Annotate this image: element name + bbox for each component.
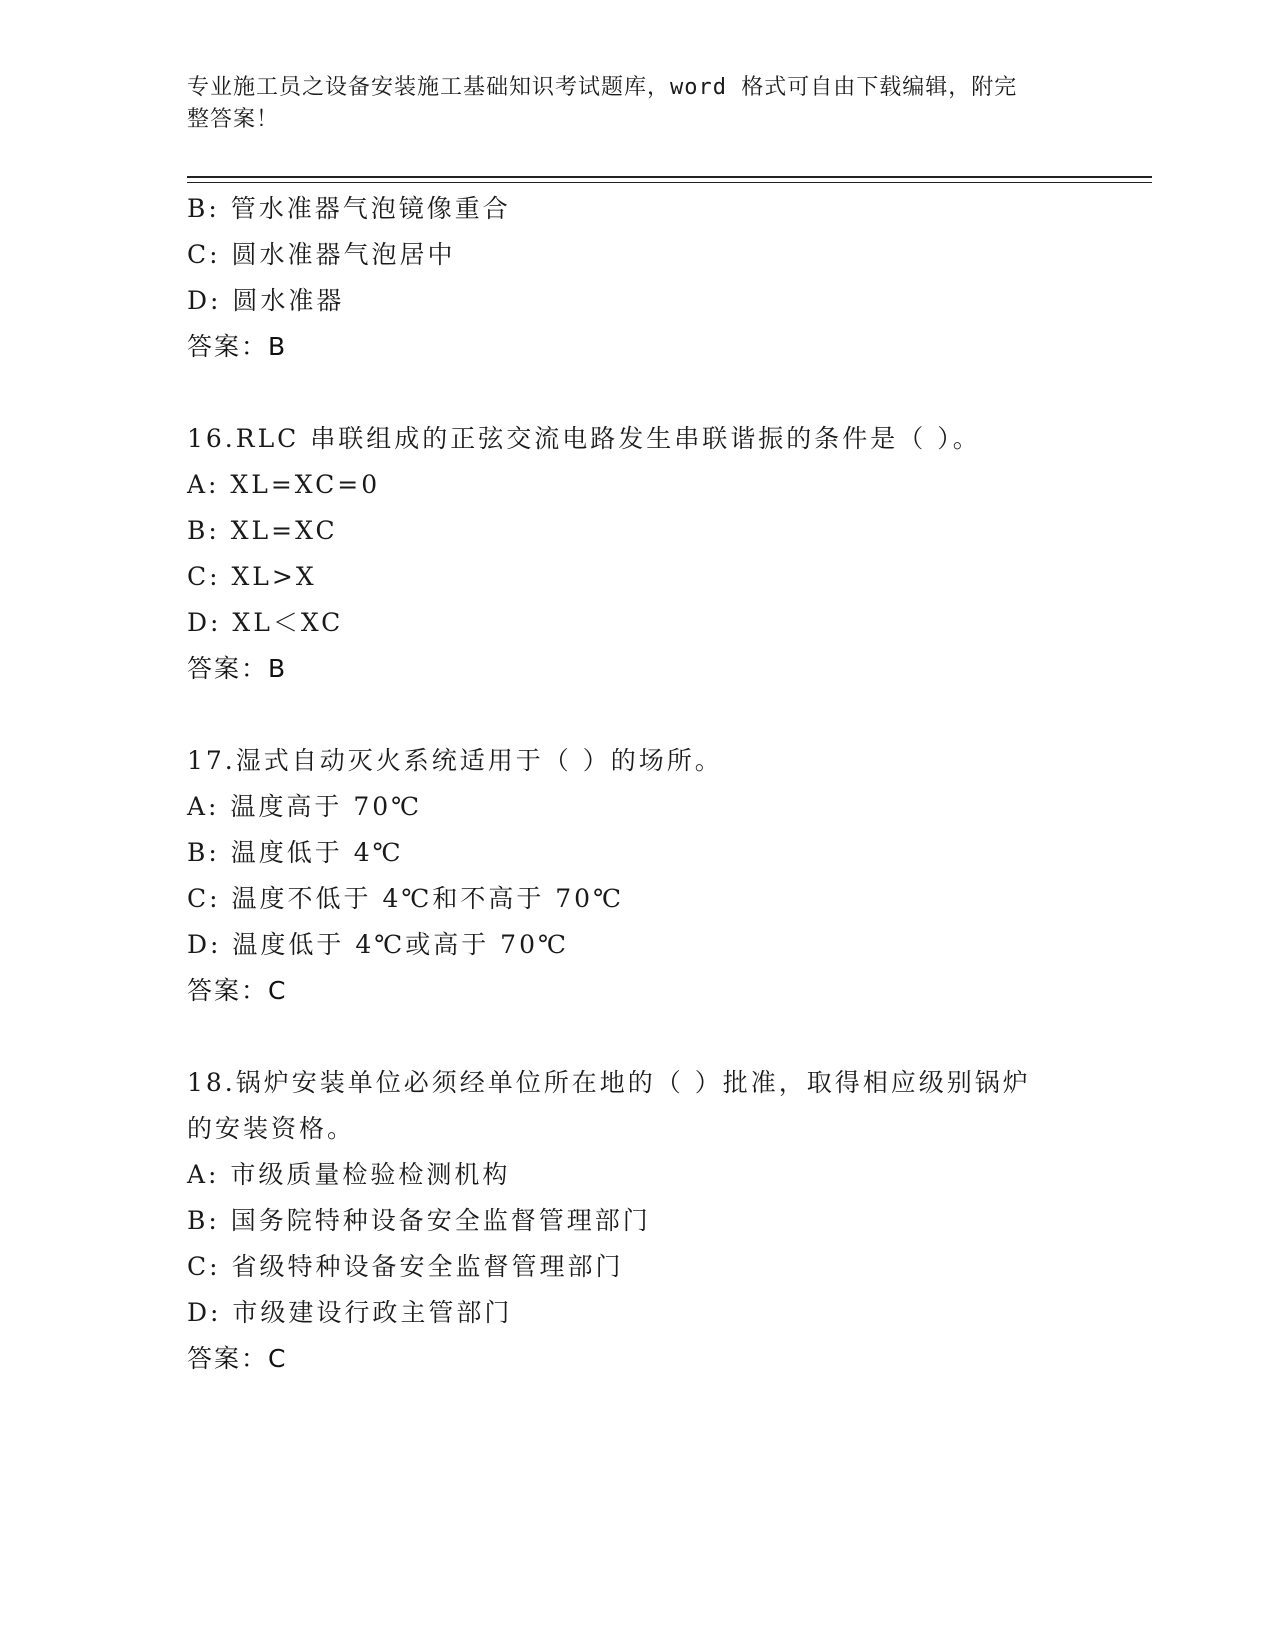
option-a: A: 市级质量检验检测机构	[187, 1160, 511, 1189]
header-line-1: 专业施工员之设备安装施工基础知识考试题库，word 格式可自由下载编辑，附完	[187, 75, 1018, 100]
option-b: B: 温度低于 4℃	[187, 838, 404, 867]
option-d: D: 市级建设行政主管部门	[187, 1298, 513, 1327]
answer-label: 答案：B	[187, 654, 288, 683]
option-d: D: XL＜XC	[187, 608, 344, 637]
question-18	[187, 1060, 1067, 1382]
page-header	[187, 72, 1067, 136]
question-17	[187, 738, 1067, 1014]
question-stem: 16.RLC 串联组成的正弦交流电路发生串联谐振的条件是（ ）。	[187, 424, 981, 453]
question-list	[187, 186, 1067, 1382]
option-a: A: XL=XC=0	[187, 470, 381, 499]
question-15-continued	[187, 186, 1067, 370]
option-c: C: 温度不低于 4℃和不高于 70℃	[187, 884, 625, 913]
header-line-2: 整答案！	[187, 107, 280, 132]
option-d: D: 圆水准器	[187, 286, 345, 315]
option-b: B: 国务院特种设备安全监督管理部门	[187, 1206, 651, 1235]
question-16	[187, 416, 1067, 692]
option-a: A: 温度高于 70℃	[187, 792, 423, 821]
answer-label: 答案：B	[187, 332, 288, 361]
header-divider-thick	[187, 176, 1152, 178]
question-stem-line-2: 的安装资格。	[187, 1114, 356, 1143]
option-c: C: XL>X	[187, 562, 317, 591]
spacer	[187, 1014, 1067, 1060]
option-d: D: 温度低于 4℃或高于 70℃	[187, 930, 569, 959]
header-divider-thin	[187, 182, 1152, 183]
answer-label: 答案：C	[187, 976, 288, 1005]
option-c: C: 圆水准器气泡居中	[187, 240, 456, 269]
option-b: B: 管水准器气泡镜像重合	[187, 194, 511, 223]
spacer	[187, 692, 1067, 738]
question-stem: 17.湿式自动灭火系统适用于（ ）的场所。	[187, 746, 723, 775]
question-stem-line-1: 18.锅炉安装单位必须经单位所在地的（ ）批准，取得相应级别锅炉	[187, 1068, 1031, 1097]
option-b: B: XL=XC	[187, 516, 338, 545]
option-c: C: 省级特种设备安全监督管理部门	[187, 1252, 624, 1281]
answer-label: 答案：C	[187, 1344, 288, 1373]
spacer	[187, 370, 1067, 416]
